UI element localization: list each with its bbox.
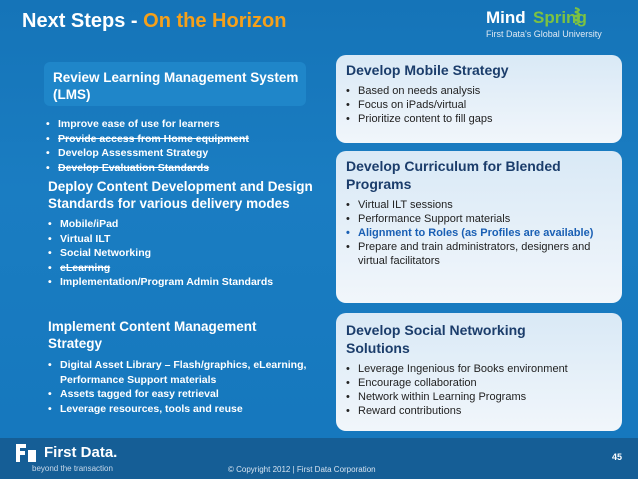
- company-name: First Data.: [44, 444, 118, 461]
- logo-subtitle: First Data's Global University: [486, 29, 602, 39]
- list-item: • Assets tagged for easy retrieval: [48, 387, 310, 402]
- card-heading: Develop Curriculum for Blended Programs: [346, 158, 561, 192]
- left-section-heading: Implement Content Management Strategy: [48, 319, 257, 351]
- list-item: • Prepare and train administrators, designers and virtual facilitators: [346, 240, 614, 268]
- list-item: • Focus on iPads/virtual: [346, 98, 614, 112]
- list-item: • Prioritize content to fill gaps: [346, 112, 614, 126]
- spring-coil-icon: [573, 6, 585, 26]
- list-item: • Mobile/iPad: [48, 217, 330, 232]
- list-item: • Social Networking: [48, 246, 330, 261]
- card-heading: Develop Social Networking Solutions: [346, 322, 526, 356]
- list-item: • Develop Evaluation Standards: [46, 161, 316, 176]
- company-tagline: beyond the transaction: [32, 464, 113, 473]
- first-data-logo: [14, 442, 124, 474]
- list-item: • eLearning: [48, 261, 330, 276]
- left-section-heading: Review Learning Management System (LMS): [53, 70, 299, 102]
- list-item: • Based on needs analysis: [346, 84, 614, 98]
- list-item: • Network within Learning Programs: [346, 390, 614, 404]
- list-item: • Provide access from Home equipment: [46, 132, 316, 147]
- copyright-text: © Copyright 2012 | First Data Corporation: [228, 465, 376, 474]
- logo-brand-a: Mind: [486, 8, 526, 27]
- left-section-content-dev: [48, 178, 330, 290]
- list-item: • Digital Asset Library – Flash/graphics, eLearning, Performance Support materials: [48, 358, 310, 387]
- list-item: • Leverage resources, tools and reuse: [48, 402, 310, 417]
- mindspring-logo: [486, 8, 632, 42]
- list-item: • Improve ease of use for learners: [46, 117, 316, 132]
- left-section-lms-items: [46, 114, 316, 175]
- list-item: • Virtual ILT sessions: [346, 198, 614, 212]
- left-section-heading: Deploy Content Development and Design Standards for various delivery modes: [48, 179, 313, 211]
- left-section-lms: [53, 69, 303, 103]
- card-social-networking: [336, 313, 622, 431]
- card-mobile-strategy: [336, 55, 622, 143]
- left-section-content-mgmt: [48, 318, 310, 416]
- list-item: • Reward contributions: [346, 404, 614, 418]
- list-item: • Leverage Ingenious for Books environment: [346, 362, 614, 376]
- list-item: • Implementation/Program Admin Standards: [48, 275, 330, 290]
- list-item: • Encourage collaboration: [346, 376, 614, 390]
- slide-title-main: Next Steps -: [22, 10, 144, 32]
- card-heading: Develop Mobile Strategy: [346, 62, 509, 78]
- logo-brand-b: Spring: [533, 8, 587, 27]
- card-blended-programs: [336, 151, 622, 303]
- list-item: • Alignment to Roles (as Profiles are available): [346, 226, 614, 240]
- list-item: • Virtual ILT: [48, 232, 330, 247]
- list-item: • Develop Assessment Strategy: [46, 146, 316, 161]
- slide-title-accent: On the Horizon: [143, 10, 287, 32]
- first-data-mark-icon: [16, 444, 38, 464]
- slide-title: [22, 10, 286, 33]
- page-number: 45: [612, 452, 623, 462]
- list-item: • Performance Support materials: [346, 212, 614, 226]
